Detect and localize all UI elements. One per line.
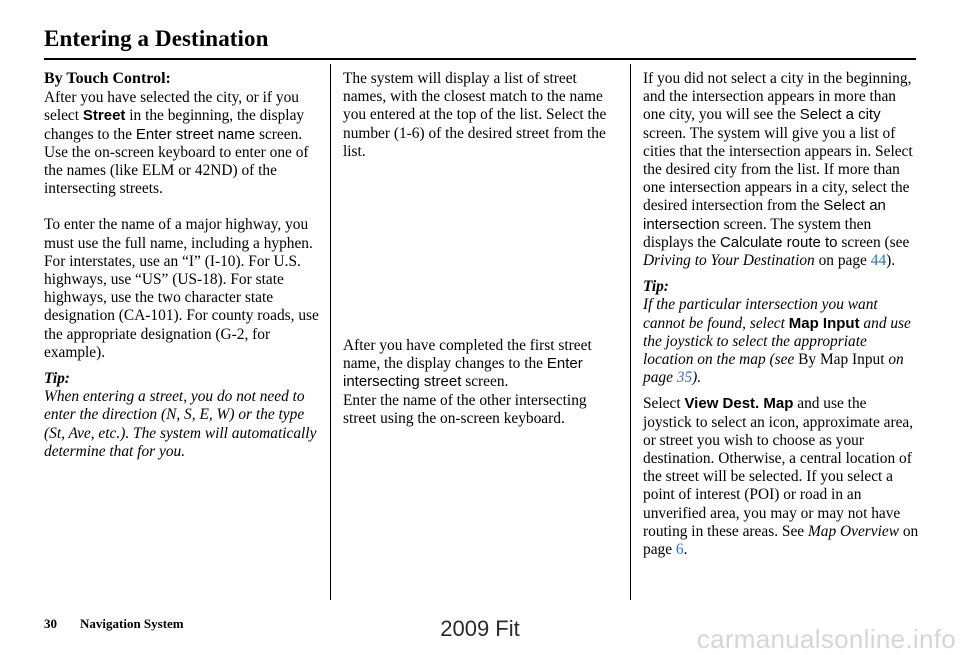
tip-label: Tip: bbox=[44, 370, 70, 388]
column-divider bbox=[630, 64, 631, 600]
xref-title: Driving to Your Destination bbox=[643, 252, 815, 270]
ui-term-enter-intersecting-street: Enter intersecting street bbox=[343, 355, 583, 391]
ui-term-enter-street-name: Enter street name bbox=[135, 125, 256, 143]
page-link-6[interactable]: 6 bbox=[675, 541, 684, 559]
tip-label: Tip: bbox=[643, 278, 669, 296]
paragraph: After you have selected the city, or if you select Street in the beginning, the display changes to the Enter street name screen. Use the on-screen keyboard to enter one of the names (like ELM or 42ND) of the intersecting streets. bbox=[44, 89, 309, 198]
ui-term-calculate-route-to: Calculate route to bbox=[719, 233, 838, 251]
paragraph: Enter the name of the other intersecting street using the on-screen keyboard. bbox=[343, 391, 587, 427]
page-title: Entering a Destination bbox=[44, 26, 269, 51]
page-link-44[interactable]: 44 bbox=[870, 252, 887, 270]
ui-term-select-an-intersection: Select an intersection bbox=[643, 197, 886, 233]
ui-term-select-a-city: Select a city bbox=[799, 106, 881, 124]
title-rule bbox=[44, 58, 916, 60]
tip-text: If the particular intersection you want cannot be found, select Map Input and use the joystick to select the appropriate location on the map (see By Map Input on page 35). bbox=[643, 296, 911, 387]
ui-term-street: Street bbox=[82, 107, 126, 125]
paragraph: Select View Dest. Map and use the joystick to select an icon, approximate area, or street you wish to choose as your destination. Otherwise, a central location of the street will be selected. If you select a point of interest (POI) or road in an unverified area, you may or may not have routing in these areas. See Map Overview on page 6. bbox=[643, 395, 919, 559]
ui-term-view-dest-map: View Dest. Map bbox=[684, 395, 794, 413]
paragraph: After you have completed the first street name, the display changes to the Enter intersecting street screen. bbox=[343, 337, 592, 391]
page-link-35[interactable]: 35 bbox=[676, 369, 693, 387]
xref-title: Map Overview bbox=[807, 522, 899, 540]
xref-title: By Map Input bbox=[798, 351, 885, 369]
footer-section-name: Navigation System bbox=[80, 616, 184, 631]
tip-text: When entering a street, you do not need to enter the direction (N, S, E, W) or the type (St, Ave, etc.). The system will automatically determine that for you. bbox=[44, 388, 317, 460]
section-heading: By Touch Control: bbox=[44, 70, 171, 87]
paragraph: If you did not select a city in the beginning, and the intersection appears in more than one city, you will see the Select a city screen. The system will give you a list of cities that the intersection appears in. Select the desired city from the list. If more than one intersection appears in a city, select the desired intersection from the Select an intersection screen. The system then displays the Calculate route to screen (see Driving to Your Destination on page 44). bbox=[643, 70, 913, 270]
column-1 bbox=[44, 70, 319, 461]
column-3 bbox=[643, 70, 919, 559]
paragraph: To enter the name of a major highway, you must use the full name, including a hyphen. For interstates, use an “I” (I-10). For U.S. highways, use “US” (US-18). For state highways, use the two character state designation (CA-101). For county roads, use the appropriate designation (G-2, for example). bbox=[44, 216, 319, 361]
column-2 bbox=[343, 70, 622, 428]
watermark-site: carmanualsonline.info bbox=[696, 624, 956, 654]
column-divider bbox=[330, 64, 331, 600]
ui-term-map-input: Map Input bbox=[788, 314, 860, 332]
watermark-model: 2009 Fit bbox=[440, 616, 520, 641]
paragraph: The system will display a list of street names, with the closest match to the name you entered at the top of the list. Select the number (1-6) of the desired street from the list. bbox=[343, 70, 607, 160]
page-number: 30 bbox=[44, 616, 57, 631]
